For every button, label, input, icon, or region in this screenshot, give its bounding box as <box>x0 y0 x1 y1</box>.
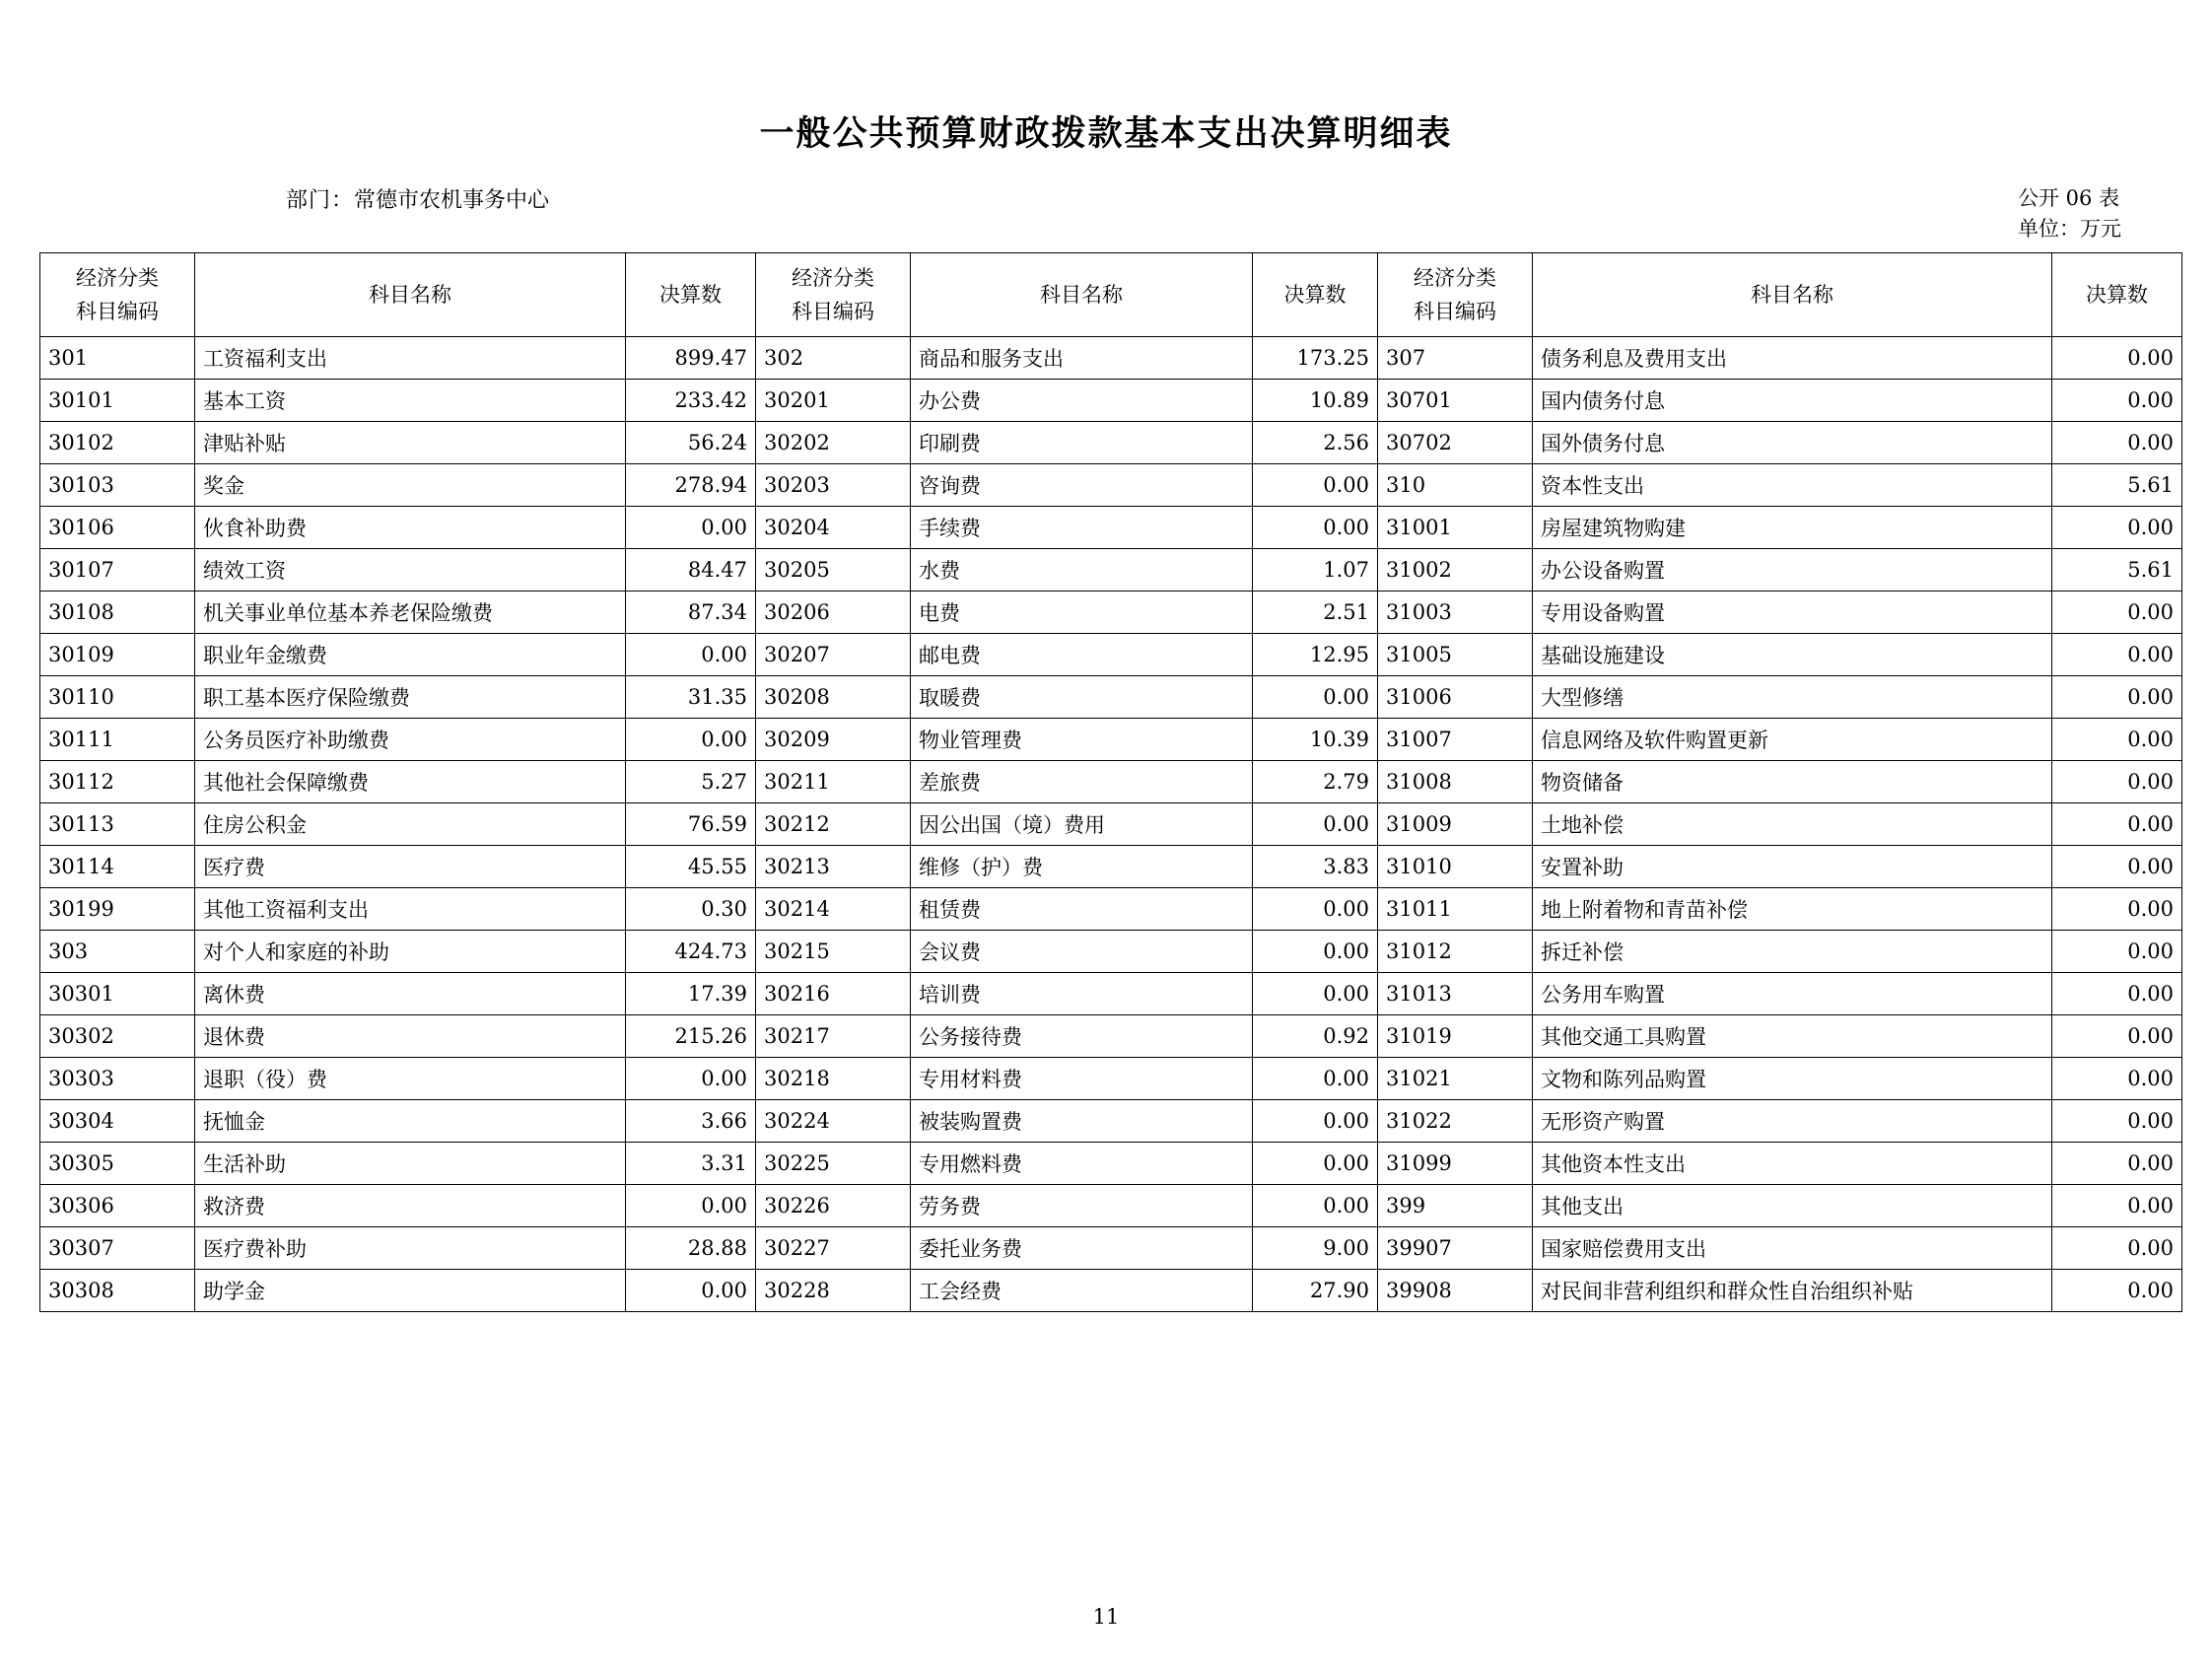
table-row <box>40 1270 2182 1312</box>
row-name-2: 邮电费 <box>911 634 1253 676</box>
row-value-1: 17.39 <box>626 973 756 1015</box>
row-value-2: 2.51 <box>1253 591 1378 634</box>
row-value-2: 0.00 <box>1253 507 1378 549</box>
row-name-2: 劳务费 <box>911 1185 1253 1227</box>
row-name-1: 对个人和家庭的补助 <box>195 931 626 973</box>
table-row <box>40 719 2182 761</box>
row-code-2: 30207 <box>756 634 911 676</box>
header-code-2-line2: 科目编码 <box>792 300 874 323</box>
row-code-1: 30301 <box>40 973 195 1015</box>
header-name-3: 科目名称 <box>1533 253 2052 337</box>
row-code-3: 31011 <box>1378 888 1533 931</box>
header-name-1: 科目名称 <box>195 253 626 337</box>
row-code-1: 30111 <box>40 719 195 761</box>
table-row <box>40 549 2182 591</box>
row-value-2: 3.83 <box>1253 846 1378 888</box>
row-value-3: 0.00 <box>2052 1100 2182 1143</box>
row-name-1: 机关事业单位基本养老保险缴费 <box>195 591 626 634</box>
table-row <box>40 380 2182 422</box>
row-value-1: 31.35 <box>626 676 756 719</box>
row-name-2: 办公费 <box>911 380 1253 422</box>
row-value-2: 0.00 <box>1253 1100 1378 1143</box>
row-code-1: 30113 <box>40 803 195 846</box>
row-code-2: 30202 <box>756 422 911 464</box>
unit-note: 单位：万元 <box>2018 217 2121 241</box>
row-value-3: 0.00 <box>2052 1058 2182 1100</box>
row-name-3: 其他资本性支出 <box>1533 1143 2052 1185</box>
row-name-1: 职工基本医疗保险缴费 <box>195 676 626 719</box>
header-code-1-line1: 经济分类 <box>76 266 159 290</box>
row-name-3: 大型修缮 <box>1533 676 2052 719</box>
row-value-1: 0.00 <box>626 1185 756 1227</box>
row-name-1: 离休费 <box>195 973 626 1015</box>
header-code-3 <box>1378 253 1533 337</box>
table-row <box>40 337 2182 380</box>
row-value-2: 2.79 <box>1253 761 1378 803</box>
table-row <box>40 1185 2182 1227</box>
row-value-3: 0.00 <box>2052 507 2182 549</box>
row-name-1: 其他工资福利支出 <box>195 888 626 931</box>
row-code-1: 30305 <box>40 1143 195 1185</box>
row-code-3: 31021 <box>1378 1058 1533 1100</box>
row-value-1: 5.27 <box>626 761 756 803</box>
row-code-2: 30216 <box>756 973 911 1015</box>
row-name-1: 退休费 <box>195 1015 626 1058</box>
row-value-1: 0.00 <box>626 719 756 761</box>
row-value-2: 0.00 <box>1253 931 1378 973</box>
row-code-3: 399 <box>1378 1185 1533 1227</box>
row-code-3: 31006 <box>1378 676 1533 719</box>
header-code-2-line1: 经济分类 <box>792 266 874 290</box>
row-value-3: 0.00 <box>2052 1015 2182 1058</box>
row-value-3: 0.00 <box>2052 380 2182 422</box>
row-code-3: 39907 <box>1378 1227 1533 1270</box>
row-code-3: 31005 <box>1378 634 1533 676</box>
row-name-2: 公务接待费 <box>911 1015 1253 1058</box>
row-code-1: 30101 <box>40 380 195 422</box>
table-body <box>40 337 2182 1312</box>
row-name-3: 国家赔偿费用支出 <box>1533 1227 2052 1270</box>
table-row <box>40 464 2182 507</box>
row-value-2: 2.56 <box>1253 422 1378 464</box>
department-label: 部门： <box>286 188 355 213</box>
row-code-1: 30308 <box>40 1270 195 1312</box>
row-code-3: 31022 <box>1378 1100 1533 1143</box>
row-code-1: 30306 <box>40 1185 195 1227</box>
row-name-2: 培训费 <box>911 973 1253 1015</box>
row-name-3: 拆迁补偿 <box>1533 931 2052 973</box>
row-value-1: 0.00 <box>626 634 756 676</box>
budget-table <box>39 252 2182 1312</box>
row-code-3: 31013 <box>1378 973 1533 1015</box>
row-value-3: 5.61 <box>2052 464 2182 507</box>
row-code-2: 30227 <box>756 1227 911 1270</box>
row-code-1: 30102 <box>40 422 195 464</box>
row-value-3: 0.00 <box>2052 676 2182 719</box>
row-code-3: 31019 <box>1378 1015 1533 1058</box>
row-name-1: 基本工资 <box>195 380 626 422</box>
header-code-3-line2: 科目编码 <box>1414 300 1496 323</box>
row-name-3: 土地补偿 <box>1533 803 2052 846</box>
row-code-2: 30226 <box>756 1185 911 1227</box>
row-code-2: 30211 <box>756 761 911 803</box>
row-name-2: 物业管理费 <box>911 719 1253 761</box>
table-row <box>40 676 2182 719</box>
form-meta <box>2018 183 2121 244</box>
row-name-3: 基础设施建设 <box>1533 634 2052 676</box>
row-value-3: 0.00 <box>2052 888 2182 931</box>
row-code-3: 39908 <box>1378 1270 1533 1312</box>
row-name-2: 因公出国（境）费用 <box>911 803 1253 846</box>
table-row <box>40 1143 2182 1185</box>
row-code-2: 30217 <box>756 1015 911 1058</box>
row-code-1: 30110 <box>40 676 195 719</box>
row-name-1: 抚恤金 <box>195 1100 626 1143</box>
row-code-3: 31012 <box>1378 931 1533 973</box>
row-code-1: 30302 <box>40 1015 195 1058</box>
row-value-3: 0.00 <box>2052 803 2182 846</box>
row-value-2: 1.07 <box>1253 549 1378 591</box>
table-row <box>40 591 2182 634</box>
table-row <box>40 1100 2182 1143</box>
row-value-1: 45.55 <box>626 846 756 888</box>
row-code-1: 30307 <box>40 1227 195 1270</box>
row-name-1: 医疗费补助 <box>195 1227 626 1270</box>
table-row <box>40 846 2182 888</box>
row-name-3: 安置补助 <box>1533 846 2052 888</box>
row-value-3: 0.00 <box>2052 761 2182 803</box>
row-value-3: 0.00 <box>2052 1270 2182 1312</box>
row-value-3: 0.00 <box>2052 1185 2182 1227</box>
row-name-1: 绩效工资 <box>195 549 626 591</box>
row-value-3: 0.00 <box>2052 719 2182 761</box>
table-header-row <box>40 253 2182 337</box>
row-code-2: 30204 <box>756 507 911 549</box>
row-value-3: 0.00 <box>2052 422 2182 464</box>
row-name-1: 津贴补贴 <box>195 422 626 464</box>
table-row <box>40 1058 2182 1100</box>
row-value-3: 0.00 <box>2052 591 2182 634</box>
row-name-2: 电费 <box>911 591 1253 634</box>
row-code-2: 30213 <box>756 846 911 888</box>
row-value-1: 424.73 <box>626 931 756 973</box>
row-value-3: 0.00 <box>2052 634 2182 676</box>
row-code-1: 30107 <box>40 549 195 591</box>
row-value-2: 0.00 <box>1253 676 1378 719</box>
table-row <box>40 1227 2182 1270</box>
row-name-2: 取暖费 <box>911 676 1253 719</box>
row-value-1: 3.31 <box>626 1143 756 1185</box>
row-name-1: 伙食补助费 <box>195 507 626 549</box>
row-name-2: 会议费 <box>911 931 1253 973</box>
row-value-1: 0.00 <box>626 1270 756 1312</box>
department-line <box>286 183 549 214</box>
row-code-3: 30701 <box>1378 380 1533 422</box>
row-code-1: 301 <box>40 337 195 380</box>
row-name-3: 信息网络及软件购置更新 <box>1533 719 2052 761</box>
row-value-1: 56.24 <box>626 422 756 464</box>
row-value-2: 0.00 <box>1253 803 1378 846</box>
row-name-1: 工资福利支出 <box>195 337 626 380</box>
header-code-1 <box>40 253 195 337</box>
row-name-1: 奖金 <box>195 464 626 507</box>
header-value-3: 决算数 <box>2052 253 2182 337</box>
row-code-2: 30205 <box>756 549 911 591</box>
row-value-2: 0.00 <box>1253 464 1378 507</box>
row-value-2: 0.00 <box>1253 1058 1378 1100</box>
row-name-2: 专用燃料费 <box>911 1143 1253 1185</box>
row-value-1: 233.42 <box>626 380 756 422</box>
row-name-2: 委托业务费 <box>911 1227 1253 1270</box>
row-name-1: 助学金 <box>195 1270 626 1312</box>
row-value-3: 0.00 <box>2052 1143 2182 1185</box>
row-code-3: 310 <box>1378 464 1533 507</box>
row-name-3: 其他交通工具购置 <box>1533 1015 2052 1058</box>
row-value-3: 0.00 <box>2052 931 2182 973</box>
row-value-3: 0.00 <box>2052 973 2182 1015</box>
row-code-2: 30212 <box>756 803 911 846</box>
row-name-1: 其他社会保障缴费 <box>195 761 626 803</box>
table-row <box>40 931 2182 973</box>
row-code-2: 30201 <box>756 380 911 422</box>
row-value-3: 5.61 <box>2052 549 2182 591</box>
row-name-3: 房屋建筑物购建 <box>1533 507 2052 549</box>
table-row <box>40 507 2182 549</box>
header-name-2: 科目名称 <box>911 253 1253 337</box>
row-value-2: 0.00 <box>1253 1143 1378 1185</box>
document-meta <box>39 183 2173 246</box>
row-name-3: 文物和陈列品购置 <box>1533 1058 2052 1100</box>
department-name: 常德市农机事务中心 <box>354 188 550 213</box>
row-code-1: 30304 <box>40 1100 195 1143</box>
row-name-3: 国内债务付息 <box>1533 380 2052 422</box>
row-name-1: 住房公积金 <box>195 803 626 846</box>
row-code-3: 31003 <box>1378 591 1533 634</box>
row-value-2: 173.25 <box>1253 337 1378 380</box>
row-value-1: 87.34 <box>626 591 756 634</box>
row-name-3: 无形资产购置 <box>1533 1100 2052 1143</box>
row-name-3: 公务用车购置 <box>1533 973 2052 1015</box>
row-value-1: 0.00 <box>626 507 756 549</box>
row-value-3: 0.00 <box>2052 337 2182 380</box>
row-value-2: 0.00 <box>1253 1185 1378 1227</box>
row-name-3: 专用设备购置 <box>1533 591 2052 634</box>
row-name-3: 其他支出 <box>1533 1185 2052 1227</box>
row-code-2: 302 <box>756 337 911 380</box>
row-code-2: 30214 <box>756 888 911 931</box>
row-code-1: 30199 <box>40 888 195 931</box>
row-name-3: 对民间非营利组织和群众性自治组织补贴 <box>1533 1270 2052 1312</box>
row-code-2: 30209 <box>756 719 911 761</box>
row-code-3: 31002 <box>1378 549 1533 591</box>
row-value-2: 9.00 <box>1253 1227 1378 1270</box>
row-name-1: 职业年金缴费 <box>195 634 626 676</box>
row-code-2: 30215 <box>756 931 911 973</box>
row-value-1: 215.26 <box>626 1015 756 1058</box>
row-name-1: 公务员医疗补助缴费 <box>195 719 626 761</box>
table-row <box>40 761 2182 803</box>
row-code-1: 30108 <box>40 591 195 634</box>
row-value-2: 10.39 <box>1253 719 1378 761</box>
row-value-1: 278.94 <box>626 464 756 507</box>
row-name-2: 手续费 <box>911 507 1253 549</box>
row-code-3: 307 <box>1378 337 1533 380</box>
row-code-2: 30224 <box>756 1100 911 1143</box>
row-name-3: 物资储备 <box>1533 761 2052 803</box>
header-code-1-line2: 科目编码 <box>76 300 159 323</box>
row-name-3: 债务利息及费用支出 <box>1533 337 2052 380</box>
form-number: 公开 06 表 <box>2018 186 2120 210</box>
row-value-2: 0.00 <box>1253 888 1378 931</box>
row-value-2: 27.90 <box>1253 1270 1378 1312</box>
row-code-1: 30112 <box>40 761 195 803</box>
row-name-2: 被装购置费 <box>911 1100 1253 1143</box>
row-code-2: 30203 <box>756 464 911 507</box>
row-value-1: 0.00 <box>626 1058 756 1100</box>
row-name-1: 救济费 <box>195 1185 626 1227</box>
row-code-1: 30303 <box>40 1058 195 1100</box>
row-code-1: 30109 <box>40 634 195 676</box>
row-code-3: 31007 <box>1378 719 1533 761</box>
row-code-2: 30218 <box>756 1058 911 1100</box>
row-name-3: 国外债务付息 <box>1533 422 2052 464</box>
row-name-2: 咨询费 <box>911 464 1253 507</box>
row-code-1: 30106 <box>40 507 195 549</box>
table-row <box>40 1015 2182 1058</box>
page-title: 一般公共预算财政拨款基本支出决算明细表 <box>759 113 1453 154</box>
table-row <box>40 634 2182 676</box>
row-value-2: 12.95 <box>1253 634 1378 676</box>
row-value-1: 84.47 <box>626 549 756 591</box>
row-name-2: 工会经费 <box>911 1270 1253 1312</box>
row-value-1: 28.88 <box>626 1227 756 1270</box>
row-code-3: 31001 <box>1378 507 1533 549</box>
row-name-1: 退职（役）费 <box>195 1058 626 1100</box>
row-value-1: 3.66 <box>626 1100 756 1143</box>
header-code-3-line1: 经济分类 <box>1414 266 1496 290</box>
row-name-2: 差旅费 <box>911 761 1253 803</box>
row-code-1: 30114 <box>40 846 195 888</box>
header-code-2 <box>756 253 911 337</box>
table-row <box>40 803 2182 846</box>
table-row <box>40 973 2182 1015</box>
row-value-2: 10.89 <box>1253 380 1378 422</box>
row-value-3: 0.00 <box>2052 1227 2182 1270</box>
row-name-2: 维修（护）费 <box>911 846 1253 888</box>
row-name-3: 地上附着物和青苗补偿 <box>1533 888 2052 931</box>
table-row <box>40 422 2182 464</box>
row-code-2: 30208 <box>756 676 911 719</box>
row-name-2: 印刷费 <box>911 422 1253 464</box>
page-number: 11 <box>1092 1605 1120 1629</box>
document-page <box>0 106 2212 1670</box>
row-code-3: 31010 <box>1378 846 1533 888</box>
header-value-1: 决算数 <box>626 253 756 337</box>
row-name-1: 医疗费 <box>195 846 626 888</box>
row-name-2: 商品和服务支出 <box>911 337 1253 380</box>
row-name-3: 办公设备购置 <box>1533 549 2052 591</box>
row-code-3: 31009 <box>1378 803 1533 846</box>
row-name-3: 资本性支出 <box>1533 464 2052 507</box>
row-name-2: 专用材料费 <box>911 1058 1253 1100</box>
row-code-2: 30228 <box>756 1270 911 1312</box>
row-value-2: 0.00 <box>1253 973 1378 1015</box>
row-code-2: 30206 <box>756 591 911 634</box>
row-name-2: 租赁费 <box>911 888 1253 931</box>
row-value-1: 76.59 <box>626 803 756 846</box>
row-code-3: 31008 <box>1378 761 1533 803</box>
row-code-3: 30702 <box>1378 422 1533 464</box>
header-value-2: 决算数 <box>1253 253 1378 337</box>
row-value-2: 0.92 <box>1253 1015 1378 1058</box>
row-name-2: 水费 <box>911 549 1253 591</box>
row-value-1: 0.30 <box>626 888 756 931</box>
row-code-1: 303 <box>40 931 195 973</box>
row-code-1: 30103 <box>40 464 195 507</box>
row-code-3: 31099 <box>1378 1143 1533 1185</box>
row-code-2: 30225 <box>756 1143 911 1185</box>
row-value-1: 899.47 <box>626 337 756 380</box>
table-row <box>40 888 2182 931</box>
row-name-1: 生活补助 <box>195 1143 626 1185</box>
row-value-3: 0.00 <box>2052 846 2182 888</box>
